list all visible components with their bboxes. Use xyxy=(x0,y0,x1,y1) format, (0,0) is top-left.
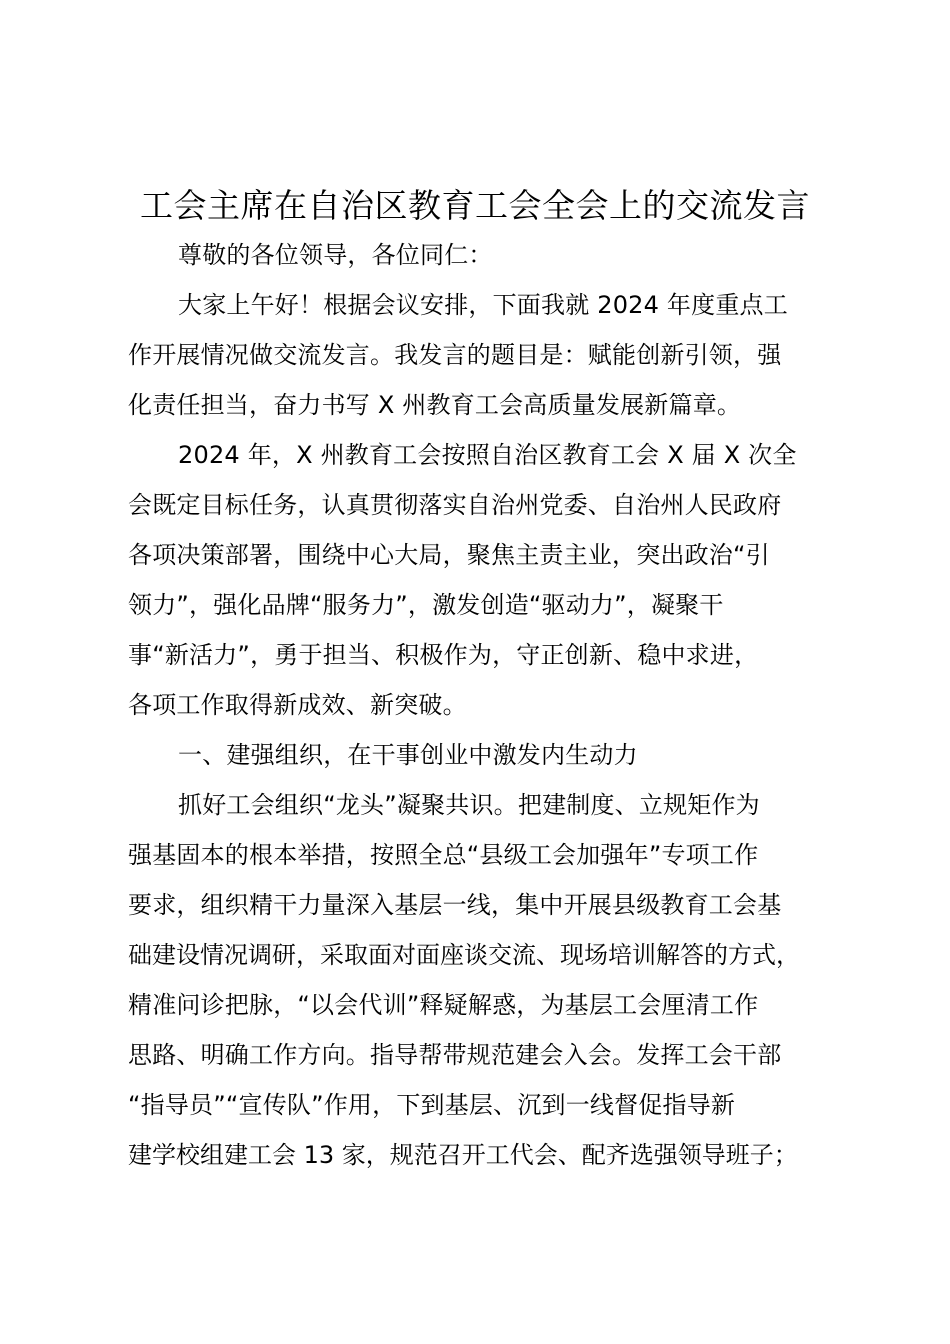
paragraph-line: 大家上午好！根据会议安排，下面我就 2024 年度重点工 xyxy=(178,291,788,319)
paragraph-line: 要求，组织精干力量深入基层一线，集中开展县级教育工会基 xyxy=(128,891,782,919)
paragraph-line: 抓好工会组织“龙头”凝聚共识。把建制度、立规矩作为 xyxy=(178,791,760,819)
paragraph-line: 化责任担当，奋力书写 X 州教育工会高质量发展新篇章。 xyxy=(128,391,742,419)
paragraph-line: 会既定目标任务，认真贯彻落实自治州党委、自治州人民政府 xyxy=(128,491,782,519)
document-body xyxy=(128,230,834,1180)
paragraph-line: 强基固本的根本举措，按照全总“县级工会加强年”专项工作 xyxy=(128,841,759,869)
paragraph-line: 思路、明确工作方向。指导帮带规范建会入会。发挥工会干部 xyxy=(128,1041,782,1069)
paragraph-line: 各项工作取得新成效、新突破。 xyxy=(128,691,467,719)
paragraph-line: 精准问诊把脉，“以会代训”释疑解惑，为基层工会厘清工作 xyxy=(128,991,759,1019)
document-title: 工会主席在自治区教育工会全会上的交流发言 xyxy=(140,186,810,225)
section-heading: 一、建强组织，在干事创业中激发内生动力 xyxy=(178,741,638,769)
paragraph-line: 作开展情况做交流发言。我发言的题目是：赋能创新引领，强 xyxy=(128,341,782,369)
paragraph-line: 事“新活力”，勇于担当、积极作为，守正创新、稳中求进， xyxy=(128,641,759,669)
salutation-line: 尊敬的各位领导，各位同仁： xyxy=(178,241,493,269)
paragraph-line: 2024 年，X 州教育工会按照自治区教育工会 X 届 X 次全 xyxy=(178,441,797,469)
paragraph-line: 各项决策部署，围绕中心大局，聚焦主责主业，突出政治“引 xyxy=(128,541,770,569)
paragraph-line: 领力”，强化品牌“服务力”，激发创造“驱动力”，凝聚干 xyxy=(128,591,724,619)
paragraph-line: 建学校组建工会 13 家，规范召开工代会、配齐选强领导班子； xyxy=(128,1141,798,1169)
paragraph-line: “指导员”“宣传队”作用，下到基层、沉到一线督促指导新 xyxy=(128,1091,736,1119)
paragraph-line: 础建设情况调研，采取面对面座谈交流、现场培训解答的方式， xyxy=(128,941,800,969)
